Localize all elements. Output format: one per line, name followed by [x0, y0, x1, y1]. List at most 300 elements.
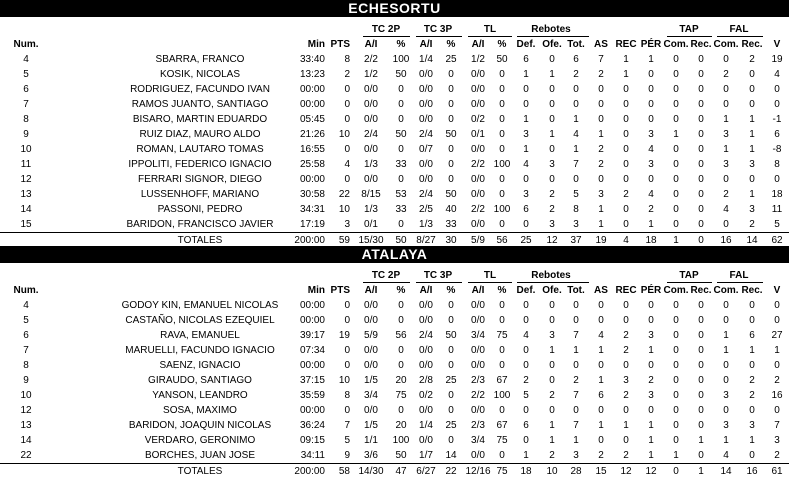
player-fal_rec: 2 [749, 390, 755, 401]
player-num: 14 [20, 435, 32, 446]
player-fal_com: 2 [723, 69, 729, 80]
player-tap_com: 0 [673, 174, 679, 185]
player-ofe: 0 [549, 300, 555, 311]
player-tot: 8 [573, 204, 579, 215]
player-def: 6 [523, 54, 529, 65]
player-tc2_pct: 0 [398, 114, 404, 125]
player-tc2_ai: 1/3 [364, 159, 378, 170]
group-rebotes-label: Rebotes [531, 270, 571, 281]
totals-tl_pct: 75 [496, 466, 508, 477]
player-tc3_ai: 0/0 [419, 159, 433, 170]
player-tap_rec: 0 [698, 54, 704, 65]
player-tc2_ai: 0/0 [364, 174, 378, 185]
player-tc2_ai: 0/1 [364, 219, 378, 230]
player-tap_com: 0 [673, 315, 679, 326]
player-def: 3 [523, 189, 529, 200]
totals-min: 200:00 [294, 466, 325, 477]
player-tap_com: 0 [673, 219, 679, 230]
player-ofe: 2 [549, 189, 555, 200]
player-rec: 0 [623, 159, 629, 170]
player-tc2_pct: 75 [395, 390, 407, 401]
player-name: FERRARI SIGNOR, DIEGO [138, 174, 262, 185]
player-num: 13 [20, 420, 32, 431]
stat-group-header [0, 268, 789, 283]
player-rec: 2 [623, 345, 629, 356]
player-tl_pct: 0 [499, 99, 505, 110]
player-per: 1 [648, 420, 654, 431]
player-min: 00:00 [299, 99, 325, 110]
player-per: 4 [648, 189, 654, 200]
player-min: 34:11 [300, 450, 325, 461]
player-tc3_pct: 0 [448, 315, 454, 326]
player-name: SBARRA, FRANCO [155, 54, 245, 65]
player-v: 0 [774, 174, 780, 185]
player-ofe: 1 [549, 435, 555, 446]
player-per: 0 [648, 69, 654, 80]
player-def: 2 [523, 375, 529, 386]
player-rec: 2 [623, 390, 629, 401]
player-tc3_pct: 0 [448, 84, 454, 95]
player-tap_com: 0 [673, 144, 679, 155]
player-tc2_pct: 0 [398, 219, 404, 230]
player-fal_rec: 2 [749, 219, 755, 230]
player-rec: 3 [623, 375, 629, 386]
player-ofe: 0 [549, 54, 555, 65]
player-num: 13 [20, 189, 32, 200]
player-v: 0 [774, 300, 780, 311]
player-tc3_pct: 0 [448, 390, 454, 401]
player-fal_rec: 3 [749, 204, 755, 215]
player-row [0, 403, 789, 418]
player-row [0, 388, 789, 403]
player-pts: 0 [344, 360, 350, 371]
player-per: 0 [648, 300, 654, 311]
player-fal_rec: 0 [749, 315, 755, 326]
player-tc3_pct: 33 [445, 219, 457, 230]
player-fal_com: 4 [723, 204, 729, 215]
player-pts: 10 [338, 375, 350, 386]
player-v: 5 [774, 219, 780, 230]
player-as: 4 [598, 330, 604, 341]
player-per: 4 [648, 144, 654, 155]
team-title: ATALAYA [0, 246, 789, 263]
totals-as: 15 [595, 466, 607, 477]
player-tc2_ai: 0/0 [364, 360, 378, 371]
player-fal_com: 0 [723, 219, 729, 230]
player-fal_rec: 0 [749, 300, 755, 311]
group-rebotes-label: Rebotes [531, 24, 571, 35]
player-min: 00:00 [299, 84, 325, 95]
player-as: 3 [598, 189, 604, 200]
player-fal_rec: 1 [749, 129, 755, 140]
player-name: SOSA, MAXIMO [163, 405, 237, 416]
player-name: SAENZ, IGNACIO [159, 360, 241, 371]
group-tl-label: TL [483, 24, 497, 35]
player-row [0, 97, 789, 112]
player-per: 1 [648, 54, 654, 65]
player-tot: 0 [573, 174, 579, 185]
player-tl_ai: 0/0 [471, 189, 485, 200]
player-name: ROMAN, LAUTARO TOMAS [136, 144, 264, 155]
player-as: 1 [598, 204, 604, 215]
player-fal_com: 1 [723, 330, 729, 341]
player-fal_com: 1 [723, 114, 729, 125]
player-row [0, 157, 789, 172]
player-v: 0 [774, 315, 780, 326]
totals-pts: 59 [338, 235, 350, 246]
player-tc2_ai: 0/0 [364, 345, 378, 356]
column-header-per: PÉR [640, 285, 662, 296]
player-row [0, 373, 789, 388]
column-header-v: V [773, 39, 781, 50]
player-tc3_ai: 1/4 [419, 54, 433, 65]
player-tc3_ai: 0/0 [419, 315, 433, 326]
player-tc3_pct: 25 [445, 375, 457, 386]
player-tap_rec: 0 [698, 114, 704, 125]
player-tap_rec: 1 [698, 435, 704, 446]
player-as: 0 [598, 405, 604, 416]
player-rec: 0 [623, 114, 629, 125]
player-as: 2 [598, 450, 604, 461]
player-name: LUSSENHOFF, MARIANO [140, 189, 260, 200]
player-fal_com: 0 [723, 300, 729, 311]
player-def: 0 [523, 360, 529, 371]
player-row [0, 142, 789, 157]
player-def: 0 [523, 345, 529, 356]
player-pts: 0 [344, 99, 350, 110]
player-tl_pct: 0 [499, 450, 505, 461]
player-as: 0 [598, 300, 604, 311]
column-header-tap_com: Com. [663, 285, 689, 296]
player-tc2_ai: 2/4 [364, 129, 378, 140]
player-rec: 0 [623, 435, 629, 446]
player-v: 0 [774, 99, 780, 110]
player-fal_rec: 0 [749, 405, 755, 416]
player-def: 0 [523, 315, 529, 326]
player-fal_com: 0 [723, 315, 729, 326]
player-per: 3 [648, 129, 654, 140]
player-tap_rec: 0 [698, 405, 704, 416]
player-fal_com: 0 [723, 405, 729, 416]
player-tc3_pct: 0 [448, 69, 454, 80]
player-v: 2 [774, 375, 780, 386]
player-pts: 9 [344, 450, 350, 461]
player-num: 8 [23, 360, 29, 371]
column-header-tl_ai: A/I [471, 39, 485, 50]
player-tap_rec: 0 [698, 390, 704, 401]
player-tl_ai: 2/3 [471, 420, 485, 431]
totals-v: 62 [771, 235, 783, 246]
player-as: 1 [598, 219, 604, 230]
player-ofe: 2 [549, 204, 555, 215]
column-header-fal_com: Com. [713, 39, 739, 50]
player-ofe: 1 [549, 420, 555, 431]
player-tot: 1 [573, 114, 579, 125]
totals-as: 19 [595, 235, 607, 246]
player-min: 33:40 [299, 54, 325, 65]
player-name: GIRAUDO, SANTIAGO [148, 375, 252, 386]
player-tc2_ai: 1/2 [364, 69, 378, 80]
player-tot: 6 [573, 54, 579, 65]
player-per: 0 [648, 405, 654, 416]
player-tc2_pct: 0 [398, 84, 404, 95]
player-ofe: 0 [549, 99, 555, 110]
player-num: 10 [20, 144, 32, 155]
player-fal_com: 1 [723, 435, 729, 446]
player-per: 2 [648, 204, 654, 215]
player-v: 7 [774, 420, 780, 431]
player-as: 0 [598, 114, 604, 125]
player-rec: 2 [623, 189, 629, 200]
player-num: 9 [23, 129, 29, 140]
player-fal_com: 2 [723, 189, 729, 200]
player-name: CASTAÑO, NICOLAS EZEQUIEL [125, 315, 275, 326]
group-tc3-label: TC 3P [423, 270, 453, 281]
player-pts: 22 [338, 189, 350, 200]
player-as: 0 [598, 99, 604, 110]
player-fal_rec: 3 [749, 159, 755, 170]
player-name: VERDARO, GERONIMO [144, 435, 256, 446]
player-min: 07:34 [299, 345, 325, 356]
column-header-tot: Tot. [567, 285, 585, 296]
column-header-row [0, 283, 789, 298]
player-name: PASSONI, PEDRO [157, 204, 243, 215]
player-min: 25:58 [299, 159, 325, 170]
totals-tot: 28 [570, 466, 582, 477]
totals-tap_rec: 0 [698, 235, 704, 246]
player-rec: 0 [623, 129, 629, 140]
player-ofe: 0 [549, 174, 555, 185]
player-ofe: 2 [549, 390, 555, 401]
player-per: 1 [648, 450, 654, 461]
column-header-tc2_ai: A/I [364, 285, 378, 296]
player-rec: 0 [623, 405, 629, 416]
player-tl_ai: 2/2 [471, 204, 485, 215]
player-min: 00:00 [299, 174, 325, 185]
player-fal_com: 0 [723, 375, 729, 386]
player-pts: 19 [338, 330, 350, 341]
player-row [0, 328, 789, 343]
player-tap_rec: 0 [698, 330, 704, 341]
player-row [0, 187, 789, 202]
player-per: 3 [648, 390, 654, 401]
player-tap_rec: 0 [698, 345, 704, 356]
player-tap_com: 0 [673, 99, 679, 110]
player-tap_com: 0 [673, 360, 679, 371]
player-row [0, 433, 789, 448]
player-tap_com: 0 [673, 330, 679, 341]
player-row [0, 358, 789, 373]
player-tc2_ai: 1/5 [364, 375, 378, 386]
player-def: 5 [523, 390, 529, 401]
player-as: 0 [598, 435, 604, 446]
stat-group-header [0, 22, 789, 37]
player-name: GODOY KIN, EMANUEL NICOLAS [121, 300, 279, 311]
player-as: 1 [598, 129, 604, 140]
player-tl_pct: 100 [493, 204, 511, 215]
player-v: 8 [774, 159, 780, 170]
player-tc3_pct: 0 [448, 345, 454, 356]
player-tc2_pct: 50 [395, 69, 407, 80]
player-ofe: 1 [549, 345, 555, 356]
player-tot: 3 [573, 450, 579, 461]
player-pts: 0 [344, 174, 350, 185]
player-tc2_pct: 0 [398, 300, 404, 311]
player-num: 5 [23, 315, 29, 326]
column-header-row [0, 37, 789, 52]
player-rec: 1 [623, 54, 629, 65]
player-ofe: 0 [549, 315, 555, 326]
player-tc2_pct: 50 [395, 450, 407, 461]
player-pts: 4 [344, 159, 350, 170]
player-v: 0 [774, 405, 780, 416]
totals-tl_ai: 5/9 [471, 235, 485, 246]
totals-tc2_pct: 47 [395, 466, 407, 477]
totals-v: 61 [771, 466, 783, 477]
totals-tap_rec: 1 [698, 466, 704, 477]
player-tc2_ai: 3/4 [364, 390, 378, 401]
player-fal_com: 3 [723, 129, 729, 140]
player-def: 0 [523, 174, 529, 185]
player-tap_com: 1 [673, 450, 679, 461]
player-tl_pct: 0 [499, 345, 505, 356]
player-tap_rec: 0 [698, 219, 704, 230]
player-fal_rec: 2 [749, 375, 755, 386]
player-name: BARIDON, FRANCISCO JAVIER [126, 219, 274, 230]
player-tc3_pct: 0 [448, 174, 454, 185]
player-fal_rec: 0 [749, 99, 755, 110]
player-rec: 0 [623, 360, 629, 371]
player-fal_com: 3 [723, 390, 729, 401]
player-tl_pct: 0 [499, 114, 505, 125]
player-num: 9 [23, 375, 29, 386]
player-tc2_ai: 1/3 [364, 204, 378, 215]
player-as: 1 [598, 420, 604, 431]
player-tl_ai: 0/0 [471, 219, 485, 230]
player-pts: 3 [344, 219, 350, 230]
player-tl_pct: 0 [499, 405, 505, 416]
player-tl_pct: 100 [493, 390, 511, 401]
column-header-tl_ai: A/I [471, 285, 485, 296]
player-tc2_ai: 0/0 [364, 315, 378, 326]
player-pts: 7 [344, 420, 350, 431]
column-header-tc3_ai: A/I [419, 39, 433, 50]
player-tl_pct: 0 [499, 360, 505, 371]
player-per: 0 [648, 174, 654, 185]
player-tc3_ai: 2/4 [419, 129, 433, 140]
player-as: 7 [598, 54, 604, 65]
player-tap_rec: 0 [698, 450, 704, 461]
player-pts: 0 [344, 405, 350, 416]
player-def: 6 [523, 204, 529, 215]
player-tc2_pct: 20 [395, 375, 407, 386]
player-as: 1 [598, 345, 604, 356]
player-min: 00:00 [299, 300, 325, 311]
totals-fal_rec: 14 [746, 235, 758, 246]
player-fal_com: 0 [723, 99, 729, 110]
player-fal_rec: 0 [749, 450, 755, 461]
column-header-ofe: Ofe. [542, 39, 562, 50]
player-tap_com: 0 [673, 54, 679, 65]
totals-per: 12 [645, 466, 657, 477]
player-tc3_pct: 0 [448, 114, 454, 125]
player-fal_rec: 0 [749, 360, 755, 371]
player-tl_ai: 0/0 [471, 300, 485, 311]
player-tc3_pct: 40 [445, 204, 457, 215]
player-tc3_ai: 0/0 [419, 84, 433, 95]
player-tl_pct: 67 [496, 375, 508, 386]
player-tc3_ai: 0/0 [419, 114, 433, 125]
player-num: 7 [23, 345, 29, 356]
player-name: MARUELLI, FACUNDO IGNACIO [125, 345, 275, 356]
player-min: 21:26 [299, 129, 325, 140]
player-v: -1 [772, 114, 782, 125]
player-rec: 0 [623, 219, 629, 230]
player-def: 4 [523, 159, 529, 170]
player-tap_rec: 0 [698, 300, 704, 311]
player-tc2_pct: 33 [395, 204, 407, 215]
player-tc2_ai: 1/1 [364, 435, 378, 446]
player-min: 00:00 [299, 405, 325, 416]
player-tc3_pct: 0 [448, 159, 454, 170]
player-row [0, 52, 789, 67]
player-per: 1 [648, 345, 654, 356]
totals-row [0, 463, 789, 479]
player-def: 0 [523, 219, 529, 230]
player-fal_com: 3 [723, 420, 729, 431]
player-fal_com: 1 [723, 345, 729, 356]
player-tot: 0 [573, 300, 579, 311]
player-tl_ai: 0/0 [471, 345, 485, 356]
player-rec: 1 [623, 69, 629, 80]
player-tc3_ai: 0/0 [419, 360, 433, 371]
totals-rec: 12 [620, 466, 632, 477]
player-row [0, 298, 789, 313]
player-tap_com: 0 [673, 420, 679, 431]
player-tot: 5 [573, 189, 579, 200]
player-ofe: 0 [549, 375, 555, 386]
player-tl_pct: 100 [493, 159, 511, 170]
player-fal_rec: 1 [749, 144, 755, 155]
player-per: 2 [648, 375, 654, 386]
column-header-tap_rec: Rec. [690, 285, 712, 296]
player-tc2_pct: 50 [395, 129, 407, 140]
player-row [0, 127, 789, 142]
player-v: 0 [774, 84, 780, 95]
column-header-tap_com: Com. [663, 39, 689, 50]
player-tc3_ai: 2/4 [419, 189, 433, 200]
totals-tl_ai: 12/16 [465, 466, 491, 477]
player-tc3_ai: 1/4 [419, 420, 433, 431]
group-tap-label: TAP [679, 24, 699, 35]
player-tap_com: 0 [673, 390, 679, 401]
column-header-rec: REC [615, 285, 637, 296]
player-tc3_ai: 0/0 [419, 300, 433, 311]
player-tl_pct: 0 [499, 219, 505, 230]
player-min: 30:58 [299, 189, 325, 200]
player-pts: 2 [344, 69, 350, 80]
player-fal_com: 0 [723, 360, 729, 371]
player-min: 37:15 [299, 375, 325, 386]
player-min: 36:24 [299, 420, 325, 431]
player-tc2_pct: 0 [398, 99, 404, 110]
player-pts: 0 [344, 345, 350, 356]
player-ofe: 3 [549, 159, 555, 170]
player-tc2_ai: 1/5 [364, 420, 378, 431]
player-ofe: 0 [549, 114, 555, 125]
column-header-fal_com: Com. [713, 285, 739, 296]
player-pts: 0 [344, 144, 350, 155]
